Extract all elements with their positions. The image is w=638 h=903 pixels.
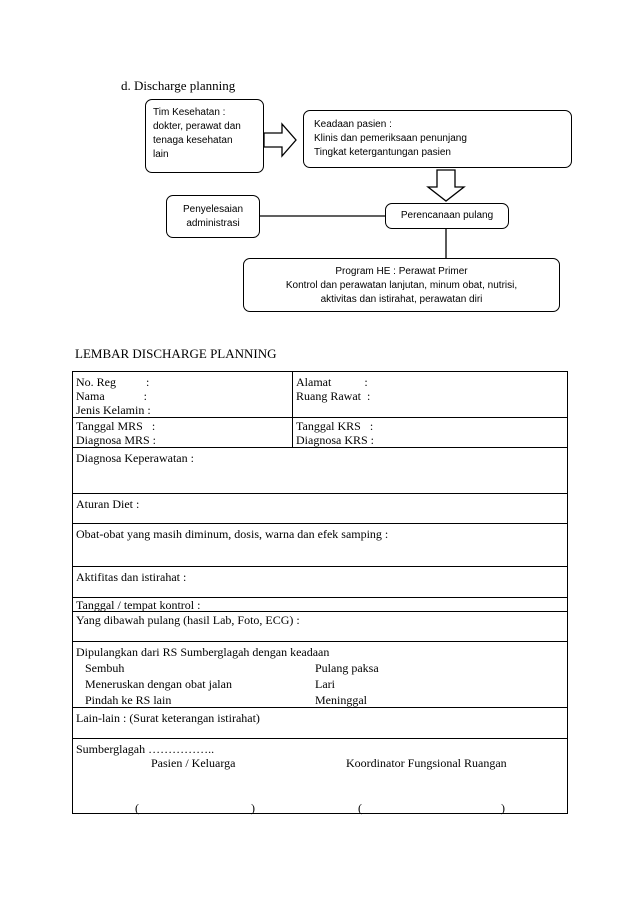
form-row-dipulangkan bbox=[73, 642, 567, 708]
aturan-diet-label: Aturan Diet : bbox=[76, 497, 140, 511]
dipulangkan-label: Dipulangkan dari RS Sumberglagah dengan keadaan bbox=[76, 645, 330, 659]
section-heading: d. Discharge planning bbox=[121, 78, 236, 93]
penyelesaian-line: administrasi bbox=[186, 218, 240, 229]
identity-left bbox=[73, 372, 293, 417]
keadaan-pasien-box bbox=[303, 110, 572, 168]
penyelesaian-box bbox=[166, 195, 260, 238]
signature-close-1: ) bbox=[251, 801, 255, 815]
program-he-box bbox=[243, 258, 560, 312]
tanggal-krs-label: Tanggal KRS : bbox=[296, 419, 374, 433]
penyelesaian-line: Penyelesaian bbox=[182, 204, 244, 215]
option-meneruskan: Meneruskan dengan obat jalan bbox=[85, 677, 232, 691]
kontrol-label: Tanggal / tempat kontrol : bbox=[76, 598, 201, 612]
signature-open-1: ( bbox=[135, 801, 139, 815]
signature-close-2: ) bbox=[501, 801, 505, 815]
tanggal-mrs-label: Tanggal MRS : bbox=[76, 419, 156, 433]
option-pindah: Pindah ke RS lain bbox=[85, 693, 172, 707]
program-line: Program HE : Perawat Primer bbox=[335, 266, 468, 277]
form-row-aturan-diet bbox=[73, 494, 567, 524]
down-arrow bbox=[428, 170, 464, 201]
tim-kesehatan-box bbox=[145, 99, 264, 173]
tim-line: lain bbox=[153, 149, 169, 160]
alamat-label: Alamat : bbox=[296, 375, 368, 389]
form-row-dibawah-pulang bbox=[73, 612, 567, 642]
option-meninggal: Meninggal bbox=[315, 693, 367, 707]
obat-label: Obat-obat yang masih diminum, dosis, warna dan efek samping : bbox=[76, 527, 389, 541]
dates-right bbox=[293, 418, 567, 447]
tim-line: dokter, perawat dan bbox=[153, 121, 241, 132]
dibawah-pulang-label: Yang dibawah pulang (hasil Lab, Foto, ECG) : bbox=[76, 613, 300, 627]
program-line: Kontrol dan perawatan lanjutan, minum obat, nutrisi, bbox=[285, 280, 518, 291]
keadaan-line: Keadaan pasien : bbox=[314, 119, 392, 130]
form-row-signature bbox=[73, 739, 567, 815]
sumberglagah-label: Sumberglagah …………….. bbox=[76, 742, 215, 756]
form-row-aktifitas bbox=[73, 567, 567, 598]
option-pulang-paksa: Pulang paksa bbox=[315, 661, 379, 675]
koordinator-label: Koordinator Fungsional Ruangan bbox=[346, 756, 507, 770]
tim-line: Tim Kesehatan : bbox=[153, 107, 226, 118]
form-row-lain-lain bbox=[73, 708, 567, 739]
keadaan-line: Tingkat ketergantungan pasien bbox=[314, 147, 451, 158]
nama-label: Nama : bbox=[76, 389, 147, 403]
form-row-identity bbox=[73, 372, 567, 418]
right-arrow bbox=[264, 124, 296, 156]
form-row-dates bbox=[73, 418, 567, 448]
form-row-diagnosa-keperawatan bbox=[73, 448, 567, 494]
identity-right bbox=[293, 372, 567, 417]
option-lari: Lari bbox=[315, 677, 335, 691]
ruang-rawat-label: Ruang Rawat : bbox=[296, 389, 371, 403]
form-row-obat bbox=[73, 524, 567, 567]
perencanaan-label: Perencanaan pulang bbox=[400, 210, 494, 221]
pasien-keluarga-label: Pasien / Keluarga bbox=[151, 756, 236, 770]
form-row-kontrol bbox=[73, 598, 567, 612]
dates-left bbox=[73, 418, 293, 447]
aktifitas-label: Aktifitas dan istirahat : bbox=[76, 570, 187, 584]
jenis-kelamin-label: Jenis Kelamin : bbox=[76, 403, 151, 417]
diagnosa-krs-label: Diagnosa KRS : bbox=[296, 433, 374, 447]
form-title: LEMBAR DISCHARGE PLANNING bbox=[75, 346, 277, 361]
diagnosa-keperawatan-label: Diagnosa Keperawatan : bbox=[76, 451, 194, 465]
perencanaan-pulang-box bbox=[385, 203, 509, 229]
keadaan-line: Klinis dan pemeriksaan penunjang bbox=[314, 133, 467, 144]
diagnosa-mrs-label: Diagnosa MRS : bbox=[76, 433, 157, 447]
tim-line: tenaga kesehatan bbox=[153, 135, 233, 146]
lain-lain-label: Lain-lain : (Surat keterangan istirahat) bbox=[76, 711, 260, 725]
option-sembuh: Sembuh bbox=[85, 661, 125, 675]
no-reg-label: No. Reg : bbox=[76, 375, 150, 389]
program-line: aktivitas dan istirahat, perawatan diri bbox=[320, 294, 483, 305]
signature-open-2: ( bbox=[358, 801, 362, 815]
discharge-form bbox=[72, 371, 568, 814]
